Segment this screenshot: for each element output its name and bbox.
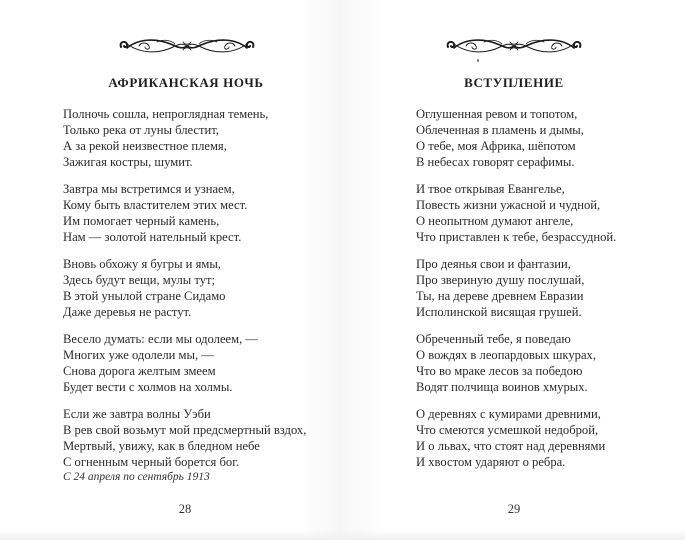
verse-line: Ты, на дереве древнем Евразии [416, 289, 584, 303]
stanza [416, 106, 584, 170]
verse-line: Оглушенная ревом и топотом, [416, 107, 578, 121]
poem-title: АФРИКАНСКАЯ НОЧЬ [108, 75, 264, 90]
verse-line: В этой унылой стране Сидамо [63, 289, 226, 303]
verse-line: И о львах, что стоят над деревнями [416, 439, 606, 453]
page-edge-shadow [342, 530, 685, 540]
verse-line: Будет вести с холмов на холмы. [63, 380, 233, 394]
stanza [63, 331, 258, 395]
verse-line: Даже деревья не растут. [63, 305, 192, 319]
verse-line: Полночь сошла, непроглядная темень, [63, 107, 269, 121]
verse-line: Если же завтра волны Уэби [63, 407, 211, 421]
page-edge-shadow [0, 530, 342, 540]
stanza [63, 406, 306, 470]
verse-line: Вновь обхожу я бугры и ямы, [63, 257, 221, 271]
verse-line: Им помогает черный камень, [63, 214, 220, 228]
verse-line: Снова дорога желтым змеем [63, 364, 216, 378]
verse-line: Нам — золотой нательный крест. [63, 230, 242, 244]
poem-date: С 24 апреля по сентябрь 1913 [63, 471, 210, 483]
verse-line: И твое открывая Евангелье, [416, 182, 565, 196]
verse-line: О тебе, моя Африка, шёпотом [416, 139, 576, 153]
page-number: 29 [507, 502, 521, 516]
stanza [416, 181, 616, 245]
verse-line: Облеченная в пламень и дымы, [416, 123, 584, 137]
print-speck [477, 59, 479, 62]
verse-line: Что приставлен к тебе, безрассудной. [416, 230, 617, 244]
verse-line: И хвостом ударяют о ребра. [416, 455, 566, 469]
verse-line: Здесь будут вещи, мулы тут; [63, 273, 216, 287]
verse-line: Только река от луны блестит, [63, 123, 219, 137]
verse-line: О неопытном думают ангеле, [416, 214, 574, 228]
stanza [63, 181, 247, 245]
ornament-flourish-icon [117, 36, 257, 56]
verse-line: Кому быть властителем этих мест. [63, 198, 248, 212]
right-page [342, 0, 685, 540]
left-page [0, 0, 342, 540]
ornament-flourish-icon [444, 36, 584, 56]
stanza [63, 256, 225, 320]
stanza [63, 106, 268, 170]
stanza [416, 406, 605, 470]
verse-line: Про деянья свои и фантазии, [416, 257, 571, 271]
verse-line: С огненным черный борется бог. [63, 455, 240, 469]
verse-line: Водят полчища воинов хмурых. [416, 380, 588, 394]
verse-line: Обреченный тебе, я поведаю [416, 332, 571, 346]
page-number: 28 [178, 502, 192, 516]
verse-line: О вождях в леопардовых шкурах, [416, 348, 596, 362]
verse-line: Что во мраке лесов за победою [416, 364, 583, 378]
verse-line: Весело думать: если мы одолеем, — [63, 332, 258, 346]
verse-line: В небесах говорят серафимы. [416, 155, 575, 169]
verse-line: Зажигая костры, шумит. [63, 155, 193, 169]
verse-line: Исполинской висящая грушей. [416, 305, 582, 319]
verse-line: Мертвый, увижу, как в бледном небе [63, 439, 260, 453]
verse-line: О деревнях с кумирами древними, [416, 407, 601, 421]
stanza [416, 331, 596, 395]
stanza [416, 256, 584, 320]
verse-line: Многих уже одолели мы, — [63, 348, 214, 362]
verse-line: Про звериную душу послушай, [416, 273, 585, 287]
poem-title: ВСТУПЛЕНИЕ [464, 75, 564, 90]
verse-line: Повесть жизни ужасной и чудной, [416, 198, 601, 212]
verse-line: А за рекой неизвестное племя, [63, 139, 227, 153]
verse-line: Что смеются усмешкой недоброй, [416, 423, 599, 437]
verse-line: Завтра мы встретимся и узнаем, [63, 182, 235, 196]
verse-line: В рев свой возьмут мой предсмертный вздох, [63, 423, 307, 437]
